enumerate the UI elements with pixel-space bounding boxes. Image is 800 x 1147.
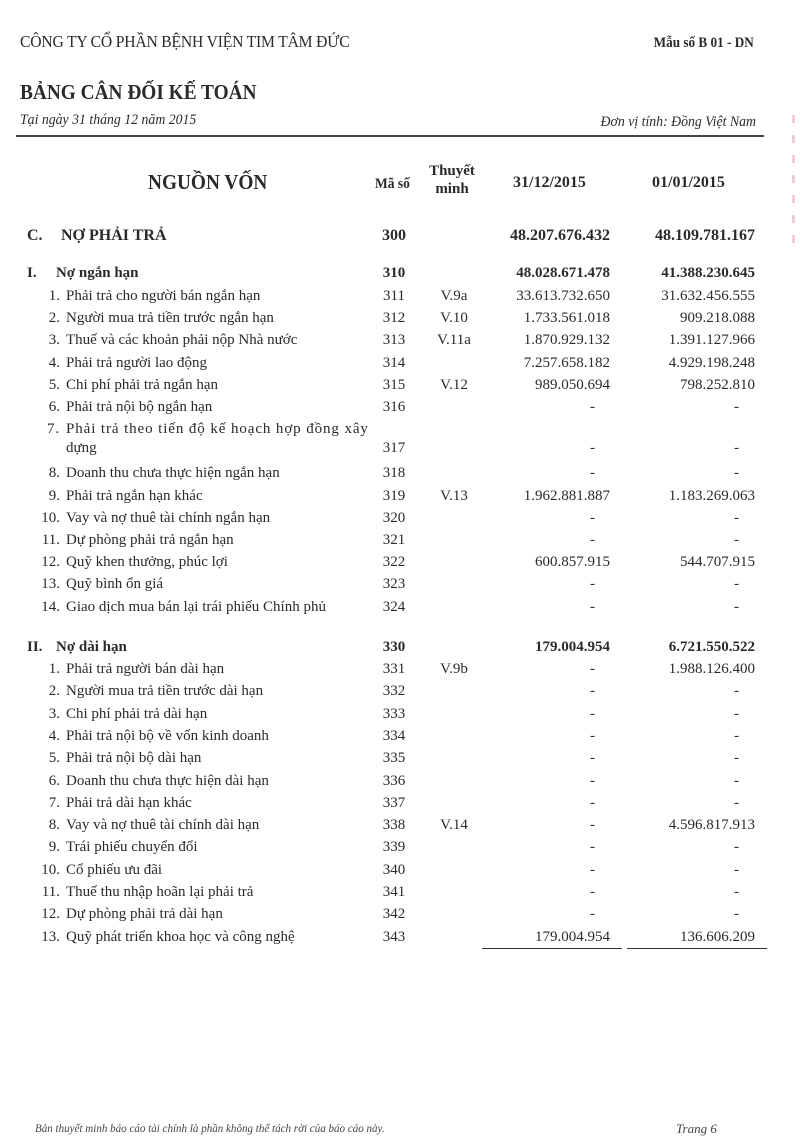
- line-item-note: V.11a: [437, 332, 471, 349]
- line-item-row: [0, 728, 800, 750]
- line-item-value-current: -: [590, 884, 595, 900]
- line-item-label-text: Phải trả theo tiến độ kế hoạch hợp đồng xây: [66, 421, 369, 438]
- line-item-row: [0, 399, 800, 421]
- line-item-code: 317: [382, 440, 406, 457]
- line-item-label: [38, 884, 253, 901]
- short-term-value-current: 48.028.671.478: [516, 265, 610, 281]
- line-item-number: 10.: [41, 509, 60, 526]
- line-item-value-current: -: [590, 683, 595, 700]
- line-item-value-prior: -: [734, 906, 739, 923]
- line-item-row: [0, 532, 800, 554]
- line-item-label-text: Phải trả nội bộ ngắn hạn: [66, 399, 213, 415]
- line-item-value-prior: -: [734, 683, 739, 700]
- line-item-label-text: Doanh thu chưa thực hiện ngắn hạn: [66, 465, 280, 482]
- column-header-section: NGUỒN VỐN: [148, 170, 268, 194]
- line-item-value-current: 33.613.732.650: [516, 288, 610, 304]
- line-item-value-prior: -: [734, 705, 739, 722]
- line-item-value-prior: 31.632.456.555: [661, 288, 755, 304]
- long-term-code: 330: [382, 639, 406, 655]
- line-item-number: 6.: [48, 772, 60, 789]
- line-item-value-prior: -: [734, 465, 739, 482]
- total-code: 300: [382, 227, 406, 244]
- line-item-label-text: Trái phiếu chuyển đổi: [66, 839, 198, 856]
- line-item-label-text: Phải trả cho người bán ngắn hạn: [66, 288, 261, 304]
- line-item-row: [0, 288, 800, 310]
- long-term-section-row: [0, 639, 800, 661]
- line-item-label-text: Dự phòng phải trả dài hạn: [66, 906, 223, 923]
- line-item-value-prior: 798.252.810: [680, 376, 755, 393]
- line-item-number: 1.: [48, 661, 60, 677]
- long-term-value-prior: 6.721.550.522: [668, 639, 755, 655]
- line-item-value-prior: 1.988.126.400: [668, 661, 755, 677]
- short-term-section-row: [0, 265, 800, 287]
- line-item-label-text: Phải trả người bán dài hạn: [66, 661, 225, 677]
- line-item-value-prior: -: [734, 532, 739, 548]
- line-item-label: [38, 488, 203, 505]
- line-item-code: 315: [382, 376, 406, 393]
- line-item-label-text: Giao dịch mua bán lại trái phiếu Chính phủ: [66, 598, 326, 615]
- line-item-value-current: -: [590, 598, 595, 615]
- line-item-label: [38, 773, 269, 790]
- line-item-value-prior: 909.218.088: [680, 310, 755, 327]
- line-item-label-text: Quỹ bình ổn giá: [66, 576, 164, 593]
- line-item-note: V.9b: [440, 661, 468, 677]
- line-item-number: 10.: [41, 861, 60, 878]
- line-item-note: V.9a: [440, 288, 468, 304]
- line-item-code: 314: [382, 354, 406, 371]
- line-item-number: 11.: [41, 532, 60, 548]
- line-item-label-text: Thuế và các khoản phải nộp Nhà nước: [66, 332, 298, 349]
- line-item-code: 332: [382, 683, 406, 700]
- line-item-value-prior: -: [734, 440, 739, 457]
- line-item-row: [0, 773, 800, 795]
- line-item-code: 313: [382, 332, 406, 349]
- line-item-value-current: 600.857.915: [535, 554, 610, 571]
- line-item-number: 9.: [48, 487, 60, 504]
- line-item-number: 2.: [48, 310, 60, 327]
- line-item-number: 8.: [48, 817, 60, 834]
- line-item-label-text: Chi phí phải trả dài hạn: [66, 705, 208, 722]
- line-item-label-text: Phải trả dài hạn khác: [66, 794, 192, 811]
- footer-note: Bản thuyết minh báo cáo tài chính là phần không thể tách rời của báo cáo này.: [35, 1121, 385, 1135]
- line-item-label-text: Quỹ phát triển khoa học và công nghệ: [66, 928, 295, 945]
- line-item-value-prior: -: [734, 772, 739, 789]
- line-item-row: [0, 884, 800, 906]
- line-item-code: 334: [382, 727, 406, 744]
- line-item-value-prior: 544.707.915: [680, 554, 755, 571]
- line-item-label-text: Phải trả ngắn hạn khác: [66, 487, 203, 504]
- company-name: CÔNG TY CỔ PHẦN BỆNH VIỆN TIM TÂM ĐỨC: [20, 32, 350, 51]
- line-item-number: 3.: [48, 705, 60, 722]
- line-item-value-prior: -: [734, 598, 739, 615]
- line-item-label: [38, 683, 263, 700]
- line-item-value-current: -: [590, 839, 595, 856]
- line-item-value-prior: 4.929.198.248: [668, 354, 755, 371]
- column-header-note: Thuyết minh: [429, 163, 475, 197]
- line-item-label-text: Cổ phiếu ưu đãi: [66, 861, 163, 878]
- line-item-number: 5.: [48, 750, 60, 767]
- line-item-value-current: -: [590, 399, 595, 415]
- line-item-label: [38, 817, 259, 834]
- short-term-label: [27, 265, 139, 282]
- line-item-value-current: -: [590, 576, 595, 593]
- line-item-value-prior: -: [734, 509, 739, 526]
- line-item-code: 342: [382, 906, 406, 923]
- line-item-code: 343: [382, 928, 406, 945]
- line-item-value-current: -: [590, 817, 595, 834]
- line-item-label: [38, 532, 234, 549]
- line-item-label-text: Người mua trả tiền trước dài hạn: [66, 683, 264, 700]
- line-item-row: [0, 817, 800, 839]
- long-term-label: [27, 639, 127, 656]
- short-term-prefix: I.: [27, 265, 37, 281]
- line-item-label: [38, 906, 223, 923]
- line-item-label: [38, 355, 207, 372]
- line-item-label: [38, 661, 224, 678]
- line-item-row: [0, 706, 800, 728]
- line-item-number: 7.: [48, 794, 60, 811]
- line-item-value-prior: 1.183.269.063: [668, 487, 755, 504]
- line-item-note: V.12: [440, 376, 468, 393]
- line-item-number: 13.: [41, 576, 60, 593]
- line-item-label-text-2: dựng: [66, 440, 97, 457]
- line-item-label-text: Phải trả nội bộ về vốn kinh doanh: [66, 727, 269, 744]
- line-item-value-current: -: [590, 727, 595, 744]
- total-value-prior: 48.109.781.167: [655, 227, 755, 244]
- line-item-code: 337: [382, 794, 406, 811]
- line-item-value-current: 1.962.881.887: [523, 487, 610, 504]
- line-item-row: [0, 661, 800, 683]
- line-item-row: [0, 355, 800, 377]
- line-item-number: 9.: [48, 839, 60, 856]
- line-item-row: [0, 599, 800, 621]
- total-value-current: 48.207.676.432: [510, 227, 610, 244]
- line-item-row: [0, 554, 800, 576]
- line-item-number: 12.: [41, 554, 60, 571]
- line-item-code: 341: [382, 884, 406, 900]
- line-item-number: 14.: [41, 598, 60, 615]
- line-item-label: [38, 750, 201, 767]
- line-item-number: 7.: [46, 421, 60, 438]
- line-item-value-prior: 1.391.127.966: [668, 332, 755, 349]
- short-term-code: 310: [382, 265, 406, 281]
- line-item-value-current: 7.257.658.182: [523, 354, 610, 371]
- line-item-row: [0, 510, 800, 532]
- line-item-value-prior: -: [734, 884, 739, 900]
- line-item-number: 1.: [48, 288, 60, 304]
- line-item-label: [38, 839, 198, 856]
- line-item-value-prior: -: [734, 794, 739, 811]
- line-item-number: 2.: [48, 683, 60, 700]
- line-item-label-text: Quỹ khen thưởng, phúc lợi: [66, 554, 228, 571]
- short-term-value-prior: 41.388.230.645: [661, 265, 755, 281]
- total-label-text: NỢ PHẢI TRẢ: [61, 227, 167, 244]
- line-item-row: [0, 683, 800, 705]
- line-item-label: [38, 377, 218, 394]
- line-item-value-current: 179.004.954: [535, 928, 610, 945]
- line-item-row: [0, 906, 800, 928]
- line-item-code: 336: [382, 772, 406, 789]
- long-term-value-current: 179.004.954: [535, 639, 610, 655]
- line-item-row: [0, 839, 800, 861]
- total-label: [27, 227, 167, 245]
- line-item-label: [38, 310, 274, 327]
- currency-unit: Đơn vị tính: Đồng Việt Nam: [600, 114, 756, 130]
- page-number: Trang 6: [676, 1121, 717, 1136]
- line-item-value-current: 989.050.694: [535, 376, 610, 393]
- total-liabilities-row: [0, 227, 800, 249]
- short-term-label-text: Nợ ngắn hạn: [56, 265, 139, 281]
- line-item-note: V.10: [440, 310, 468, 327]
- line-item-label: [38, 421, 369, 438]
- line-item-code: 333: [382, 705, 406, 722]
- line-item-row: [0, 862, 800, 884]
- long-term-prefix: II.: [27, 639, 43, 655]
- line-item-value-prior: 4.596.817.913: [668, 817, 755, 834]
- line-item-value-current: -: [590, 750, 595, 767]
- line-item-row: [0, 310, 800, 332]
- line-item-value-current: -: [590, 772, 595, 789]
- line-item-label-text: Chi phí phải trả ngắn hạn: [66, 376, 219, 393]
- line-item-label: [38, 706, 207, 723]
- line-item-label: [38, 929, 295, 946]
- line-item-number: 11.: [41, 884, 60, 900]
- line-item-label-text: Phải trả nội bộ dài hạn: [66, 750, 202, 767]
- line-item-label: [38, 332, 297, 349]
- line-item-label: [38, 599, 326, 616]
- line-item-code: 320: [382, 509, 406, 526]
- line-item-row: [0, 377, 800, 399]
- document-title: BẢNG CÂN ĐỐI KẾ TOÁN: [20, 80, 257, 104]
- line-item-label: [38, 510, 270, 527]
- line-item-number: 12.: [41, 906, 60, 923]
- line-item-code: 331: [382, 661, 406, 677]
- column-header-current: 31/12/2015: [513, 174, 586, 191]
- line-item-note: V.13: [440, 487, 468, 504]
- line-item-code: 324: [382, 598, 406, 615]
- line-item-number: 3.: [48, 332, 60, 349]
- line-item-row: [0, 750, 800, 772]
- line-item-number: 4.: [48, 727, 60, 744]
- line-item-code: 319: [382, 487, 406, 504]
- line-item-code: 323: [382, 576, 406, 593]
- line-item-label-text: Người mua trả tiền trước ngắn hạn: [66, 310, 274, 327]
- line-item-code: 338: [382, 817, 406, 834]
- line-item-label: [38, 288, 260, 305]
- line-item-row: [0, 440, 800, 462]
- line-item-code: 316: [382, 399, 406, 415]
- line-item-code: 322: [382, 554, 406, 571]
- line-item-row: [0, 488, 800, 510]
- line-item-label: [38, 399, 212, 416]
- line-item-number: 8.: [48, 465, 60, 482]
- line-item-row: [0, 465, 800, 487]
- line-item-number: 6.: [48, 399, 60, 415]
- line-item-code: 318: [382, 465, 406, 482]
- line-item-value-prior: -: [734, 839, 739, 856]
- line-item-value-prior: -: [734, 399, 739, 415]
- line-item-row: [0, 795, 800, 817]
- line-item-value-current: -: [590, 532, 595, 548]
- line-item-label-text: Vay và nợ thuê tài chính dài hạn: [66, 817, 260, 834]
- line-item-value-current: -: [590, 705, 595, 722]
- line-item-value-current: -: [590, 906, 595, 923]
- line-item-label-text: Phải trả người lao động: [66, 354, 208, 371]
- column-header-prior: 01/01/2015: [652, 174, 725, 191]
- line-item-value-current: -: [590, 465, 595, 482]
- line-item-label: [38, 728, 269, 745]
- line-item-value-current: -: [590, 509, 595, 526]
- long-term-label-text: Nợ dài hạn: [56, 639, 127, 655]
- line-item-code: 311: [383, 288, 405, 304]
- line-item-value-current: -: [590, 661, 595, 677]
- line-item-note: V.14: [440, 817, 468, 834]
- form-code: Mẫu số B 01 - DN: [653, 35, 754, 51]
- line-item-number: 13.: [41, 928, 60, 945]
- line-item-value-current: 1.870.929.132: [523, 332, 610, 349]
- line-item-code: 335: [382, 750, 406, 767]
- line-item-value-prior: -: [734, 861, 739, 878]
- line-item-label: [38, 795, 192, 812]
- header-rule: [16, 135, 764, 137]
- line-item-row: [0, 332, 800, 354]
- column-header-code: Mã số: [375, 176, 410, 192]
- line-item-value-prior: -: [734, 576, 739, 593]
- line-item-code: 321: [382, 532, 406, 548]
- line-item-label-text: Doanh thu chưa thực hiện dài hạn: [66, 772, 269, 789]
- line-item-number: 4.: [48, 354, 60, 371]
- line-item-value-current: -: [590, 861, 595, 878]
- line-item-row: [0, 576, 800, 598]
- line-item-value-current: -: [590, 794, 595, 811]
- sum-underline-prior: [627, 948, 767, 949]
- line-item-label: [38, 465, 280, 482]
- line-item-label-text: Thuế thu nhập hoãn lại phải trả: [66, 884, 254, 900]
- line-item-label-text: Dự phòng phải trả ngắn hạn: [66, 532, 234, 548]
- scan-edge-mark: [792, 115, 795, 245]
- line-item-label: [38, 576, 163, 593]
- line-item-value-prior: -: [734, 750, 739, 767]
- line-item-number: 5.: [48, 376, 60, 393]
- sum-underline-current: [482, 948, 622, 949]
- line-item-code: 312: [382, 310, 406, 327]
- line-item-label: [38, 554, 228, 571]
- line-item-code: 340: [382, 861, 406, 878]
- line-item-value-current: 1.733.561.018: [523, 310, 610, 327]
- line-item-value-prior: 136.606.209: [680, 928, 755, 945]
- line-item-label-continued: [66, 440, 97, 457]
- line-item-value-prior: -: [734, 727, 739, 744]
- report-date: Tại ngày 31 tháng 12 năm 2015: [20, 112, 197, 128]
- line-item-label: [38, 862, 162, 879]
- line-item-value-current: -: [590, 440, 595, 457]
- line-item-label-text: Vay và nợ thuê tài chính ngắn hạn: [66, 509, 271, 526]
- total-prefix: C.: [27, 227, 43, 244]
- line-item-code: 339: [382, 839, 406, 856]
